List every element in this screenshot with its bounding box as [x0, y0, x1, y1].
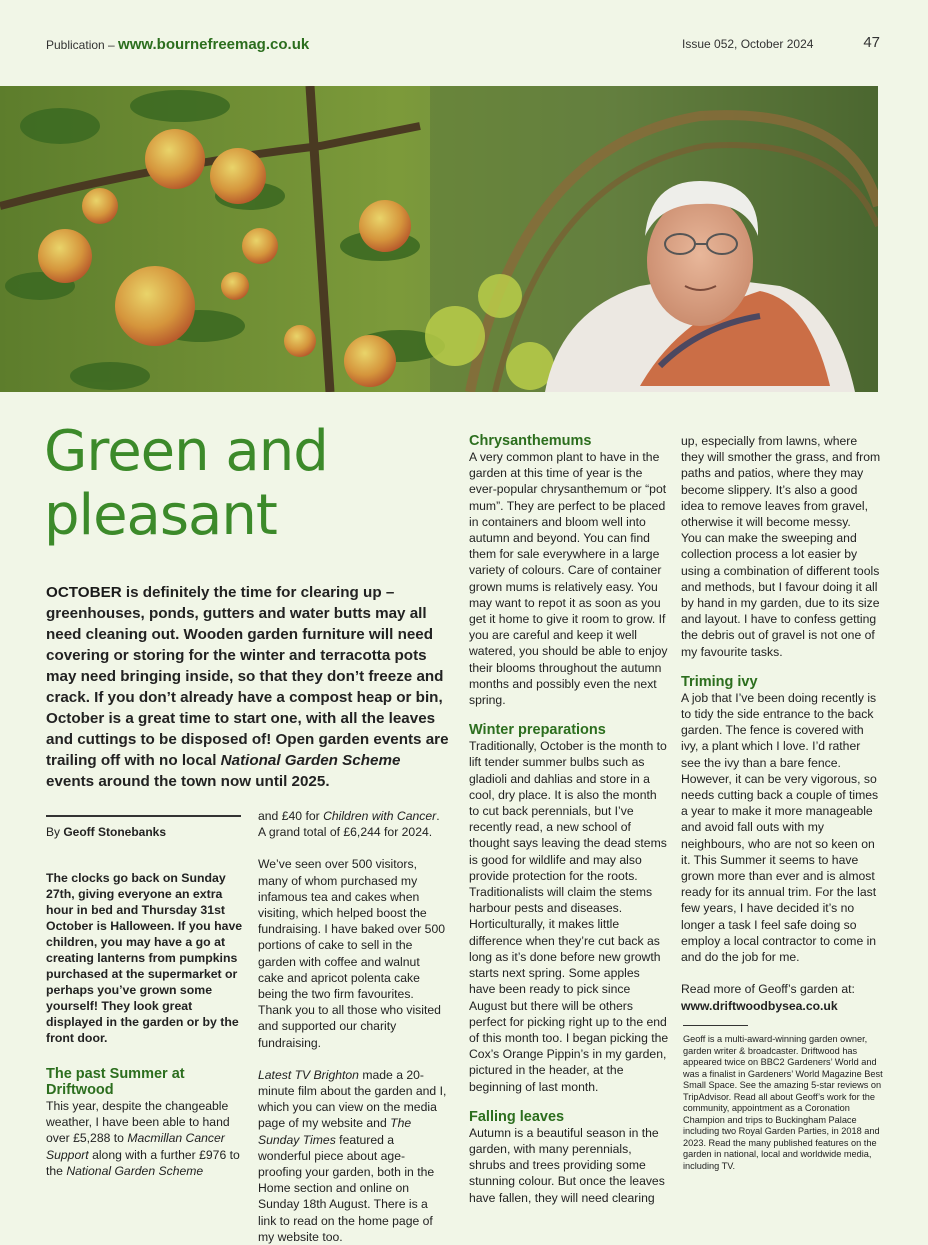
- chrysanthemums-heading: Chrysanthemums: [469, 433, 592, 449]
- past-summer-paragraph-1: [46, 1098, 246, 1179]
- text-run: featured a wonderful piece about age-proofing your garden, both in the Home section and online on Sunday 18th August. There is a link to read on the home page of my website too.: [258, 1132, 435, 1244]
- column-1: [46, 870, 246, 1179]
- article-intro: [46, 582, 450, 792]
- italic-run: Macmillan Cancer Support: [46, 1131, 225, 1162]
- footnote-rule: [683, 1025, 748, 1026]
- read-more-link[interactable]: www.driftwoodbysea.co.uk: [681, 998, 838, 1013]
- past-summer-paragraph-3: [258, 1067, 448, 1245]
- past-summer-paragraph-1-cont: [258, 808, 448, 840]
- read-more-text: Read more of Geoff’s garden at:: [681, 982, 855, 997]
- publication-label: [46, 36, 309, 53]
- italic-run: National Garden Scheme: [66, 1163, 204, 1178]
- issue-label: Issue 052, October 2024: [682, 37, 814, 51]
- italic-run: Children with Cancer: [323, 809, 437, 823]
- text-run: and £40 for: [258, 809, 324, 823]
- publication-url[interactable]: www.bournefreemag.co.uk: [118, 36, 310, 53]
- winter-text: Traditionally, October is the month to lift tender summer bulbs such as gladioli and dahlias and store in a cool, dry place. It is also the month to cut back perennials, but I’ve recently read, a new school of thought says leaving the dead stems is good for wildlife and may also provide protection for the roots. Traditionalists will claim the stems harbour pests and diseases. Horticulturally, it makes little difference when they’re cut back as long as it’s done before new growth starts next spring. Some apples have been ready to pick since August but there will be others perfect for picking right up to the end of this month too. I began picking the Cox’s Orange Pippin’s in my garden, pictured in the header, at the beginning of last month.: [469, 739, 669, 1094]
- byline-prefix: By: [46, 825, 64, 839]
- italic-run: Latest TV Brighton: [258, 1067, 359, 1082]
- ivy-text: A job that I’ve been doing recently is to tidy the side entrance to the back garden. The fence is covered with ivy, a plant which I love. I’d rather see the ivy than a bare fence. However, it can be very vigorous, so needs cutting back a couple of times a year to make it more manageable and avoid fall outs with my neighbours, who are not so keen on it. This Summer it seems to have grown more than ever and is almost ready for its annual trim. For the last few years, I have decided it’s no longer a task I feel safe doing so employ a local contractor to come in and do the job for me.: [681, 690, 879, 965]
- text-run: along with a further £976 to the: [46, 1147, 240, 1178]
- past-summer-heading: The past Summer at Driftwood: [46, 1066, 185, 1098]
- falling-leaves-heading: Falling leaves: [469, 1108, 565, 1125]
- text-run: made a 20-minute film about the garden and I, which you can view on the media page of my website and: [258, 1067, 447, 1131]
- falling-leaves-text-2: You can make the sweeping and collection process a lot easier by using a combination of different tools and methods, but I favour doing it all by hand in my garden, due to its size and layout. I have to confess getting the debris out of gravel is not one of my favourite tasks.: [681, 531, 880, 659]
- column-3: [469, 433, 669, 1206]
- text-run: . A grand total of £6,244 for 2024.: [258, 809, 440, 840]
- intro-lead: OCTOBER: [46, 584, 122, 601]
- intro-part1: is definitely the time for clearing up – greenhouses, ponds, gutters and water butts may all need cleaning out. Wooden garden furniture will need covering or storing for the winter and terracotta pots may need bringing inside, so that they don’t freeze and crack. If you don’t already have a compost heap or bin, October is a great time to start one, with all the leaves and cuttings to be disposed of! Open garden events are trailing off with no local: [46, 584, 449, 769]
- publication-text: Publication –: [46, 38, 119, 52]
- author-name: Geoff Stonebanks: [63, 825, 167, 839]
- past-summer-paragraph-2: We’ve seen over 500 visitors, many of whom purchased my infamous tea and cakes when visiting, which helped boost the fundraising. I have baked over 500 portions of cake to sell in the garden with coffee and walnut cake and apricot polenta cake being the two firm favourites. Thank you to all those who visited and supported our charity fundraising.: [258, 857, 446, 1050]
- winter-heading: Winter preparations: [469, 722, 606, 739]
- intro-italic: National Garden Scheme: [220, 752, 401, 769]
- clocks-blurb: The clocks go back on Sunday 27th, giving everyone an extra hour in bed and Thursday 31st October is Halloween. If you have children, you may have a go at creating lanterns from pumpkins purchased at the supermarket or perhaps you’ve grown some yourself! They look great displayed in the garden or by the front door.: [46, 871, 243, 1045]
- header-photo: [0, 86, 878, 392]
- page-header: [46, 34, 882, 56]
- ivy-heading: Triming ivy: [681, 673, 758, 690]
- text-run: This year, despite the changeable weather, I have been able to hand over £5,288 to: [46, 1099, 230, 1146]
- apple-tree-and-gardener-image: [0, 86, 878, 392]
- italic-run: The Sunday Times: [258, 1116, 412, 1147]
- byline-rule: [46, 815, 241, 817]
- falling-leaves-text-cont: up, especially from lawns, where they will smother the grass, and from paths and patios, where they may become slippery. It’s also a good idea to remove leaves from gravel, otherwise it will become messy.: [681, 434, 881, 530]
- column-2: [258, 808, 448, 1245]
- column-4: [681, 433, 881, 1014]
- page-number: 47: [863, 34, 880, 51]
- chrysanthemums-text: A very common plant to have in the garden at this time of year is the ever-popular chrysanthemum or “pot mum”. They are perfect to be placed in containers and bloom well into autumn and beyond. You can find them for sale everywhere in a large variety of colours. Care of container grown mums is relatively easy. You may want to repot it as soon as you get it home to give it room to grow. If you are careful and keep it well watered, you should be able to enjoy their blooms throughout the autumn months and possibly even the next spring.: [469, 450, 668, 708]
- author-footnote: Geoff is a multi-award-winning garden owner, garden writer & broadcaster. Driftwood has appeared twice on BBC2 Gardeners’ World and was a finalist in Gardeners’ World Magazine Best Small Space. See the amazing 5-star reviews on TripAdvisor. Read all about Geoff’s work for the community, appointment as a Coronation Champion and trips to Buckingham Palace including two Royal Garden Parties, in 2018 and 2023. Read the many published features on the garden in national, local and worldwide media, including TV.: [683, 1034, 883, 1171]
- byline: [46, 825, 166, 839]
- article-title: Green and pleasant: [44, 419, 328, 548]
- intro-part2: events around the town now until 2025.: [46, 773, 330, 790]
- falling-leaves-text: Autumn is a beautiful season in the garden, with many perennials, shrubs and trees providing some stunning colour. But once the leaves have fallen, they will need clearing: [469, 1125, 665, 1205]
